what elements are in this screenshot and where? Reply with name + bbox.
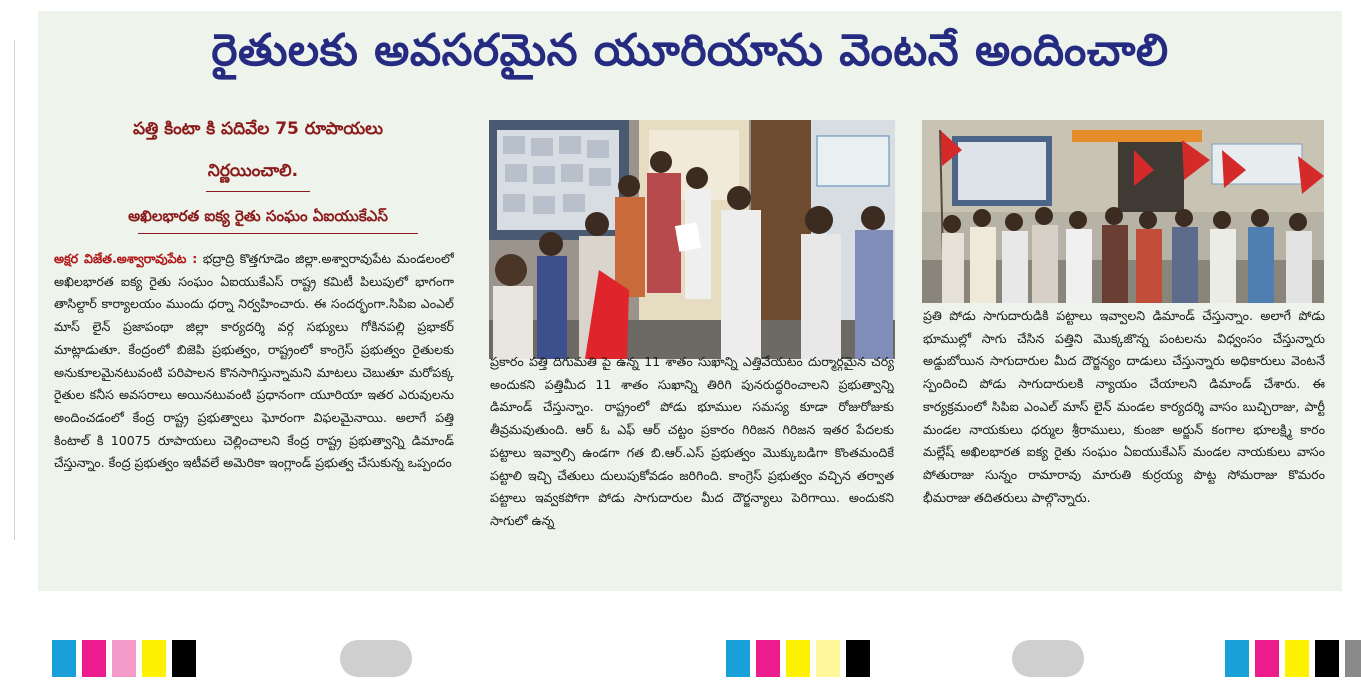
photo-2-illustration [922, 120, 1324, 303]
registration-pill-left [340, 640, 412, 677]
color-swatch [1345, 640, 1361, 677]
color-swatch [112, 640, 136, 677]
color-swatch [846, 640, 870, 677]
color-swatch [142, 640, 166, 677]
photo-farmers-dharna [922, 120, 1324, 303]
column-1-text: భద్రాద్రి కొత్తగూడెం జిల్లా.అశ్వారావుపేట మండలంలో అఖిలభారత ఐక్య రైతు సంఘం ఏఐయుకేఎస్ రాష్ట్ర కమిటీ పిలుపులో భాగంగా తాసిల్దార్ కార్యాలయం ముందు ధర్నా నిర్వహించారు. ఈ సందర్భంగా.సిపిఐ ఎంఎల్ మాస్ లైన్ ప్రజాపంథా జిల్లా కార్యదర్శి వర్గ సభ్యులు గోకినపల్లి ప్రభాకర్ మాట్లాడుతూ. కేంద్రంలో బిజెపి ప్రభుత్వం, రాష్ట్రంలో కాంగ్రెస్ ప్రభుత్వం రైతులకు అనుకూలమైనటువంటి పరిపాలన కొనసాగిస్తున్నామని మాటలు చెబుతూ మరోపక్క రైతుల కనీస అవసరాలు అయినటువంటి ప్రధానంగా యూరియా ఇతర ఎరువులను అందించడంలో కేంద్ర రాష్ట్ర ప్రభుత్వాలు ఘోరంగా విఫలమైనాయి. అలాగే పత్తి కింటాల్ కి 10075 రూపాయలు చెల్లించాలని కేంద్ర రాష్ట్ర ప్రభుత్వాన్ని డిమాండ్ చేస్తున్నాం. కేంద్ర ప్రభుత్వం ఇటీవలే అమెరికా ఇంగ్లాండ్ ప్రభుత్వ చేసుకున్న ఒప్పందం [54, 251, 454, 471]
headline: రైతులకు అవసరమైన యూరియాను వెంటనే అందించాలి [211, 25, 1169, 76]
color-swatch [816, 640, 840, 677]
subheading-line-1: పత్తి కింటా కి పదివేల 75 రూపాయలు [132, 119, 384, 139]
column-2-text: ప్రకారం పత్తి దిగుమతి పై ఉన్న 11 శాతం సుఖాన్ని ఎత్తివేయటం దుర్మార్గమైన చర్య అందుకని పత్తిమీద 11 శాతం సుఖాన్ని తిరిగి పునరుద్ధరించాలని ప్రభుత్వాన్ని డిమాండ్ చేస్తున్నాం. రాష్ట్రంలో పోడు భూముల సమస్య కూడా రోజురోజుకు తీవ్రమవుతుంది. ఆర్ ఓ ఎఫ్ ఆర్ చట్టం ప్రకారం గిరిజన గిరిజన ఇతర పేదలకు పట్టాలు ఇవ్వాల్సి ఉండగా గత బి.ఆర్.ఎస్ ప్రభుత్వం మొక్కుబడిగా కొంతమందికే పట్టాలి ఇచ్చి చేతులు దులుపుకోవడం జరిగింది. కాంగ్రెస్ ప్రభుత్వం వచ్చిన తర్వాత పట్టాలు ఇవ్వకపోగా పోడు సాగుదారుల మీద దౌర్జన్యాలు పెరిగాయి. అందుకని సాగులో ఉన్న [490, 354, 894, 528]
subheading-underline [206, 191, 310, 192]
byline: అక్షర విజేత.అశ్వారావుపేట : [54, 251, 198, 266]
subheading-line-2: నిర్ణయించాలి. [207, 161, 299, 181]
article-column-2 [490, 351, 894, 577]
color-swatch [52, 640, 76, 677]
color-swatch [786, 640, 810, 677]
article-column-1 [54, 248, 454, 576]
color-swatch [1255, 640, 1279, 677]
color-swatch [172, 640, 196, 677]
color-swatch [1225, 640, 1249, 677]
column-rule [14, 40, 15, 540]
color-swatch [726, 640, 750, 677]
news-clipping [38, 11, 1342, 591]
article-column-3 [923, 305, 1325, 577]
color-swatch [82, 640, 106, 677]
photo-1-illustration [489, 120, 895, 359]
color-swatch [1315, 640, 1339, 677]
column-3-text: ప్రతి పోడు సాగుదారుడికి పట్టాలు ఇవ్వాలని డిమాండ్ చేస్తున్నాం. అలాగే పోడు భూముల్లో సాగు చేసిన పత్తిని మొక్కజొన్న పంటలను విధ్వంసం చేస్తున్నారు అడ్డుబోయిన సాగుదారుల మీద దౌర్జన్యం దాడులు చేస్తున్నారు అధికారులు వెంటనే స్పందించి పోడు సాగుదారులకి న్యాయం చేయాలని డిమాండ్ చేశారు. ఈ కార్యక్రమంలో సిపిఐ ఎంఎల్ మాస్ లైన్ మండల కార్యదర్శి వాసం బుచ్చిరాజు, పార్టీ మండల నాయకులు ధర్ముల శ్రీరాములు, కుంజా అర్జున్ కంగాల భూలక్ష్మి కారం మల్లేష్ అఖిలభారత ఐక్య రైతు సంఘం ఏఐయుకేఎస్ మండల నాయకులు వాసం పోతురాజు సున్నం రామారావు మారుతి కుర్రయ్య పొట్ట సోమరాజు కొమరం భీమరాజు తదితరులు పాల్గొన్నారు. [923, 308, 1325, 505]
color-swatch [1285, 640, 1309, 677]
registration-pill-right [1012, 640, 1084, 677]
color-swatch [756, 640, 780, 677]
subheading-organisation: అఖిలభారత ఐక్య రైతు సంఘం ఏఐయుకేఎస్ [128, 207, 388, 225]
organisation-underline [138, 233, 418, 234]
photo-memorandum-submission [489, 120, 895, 359]
